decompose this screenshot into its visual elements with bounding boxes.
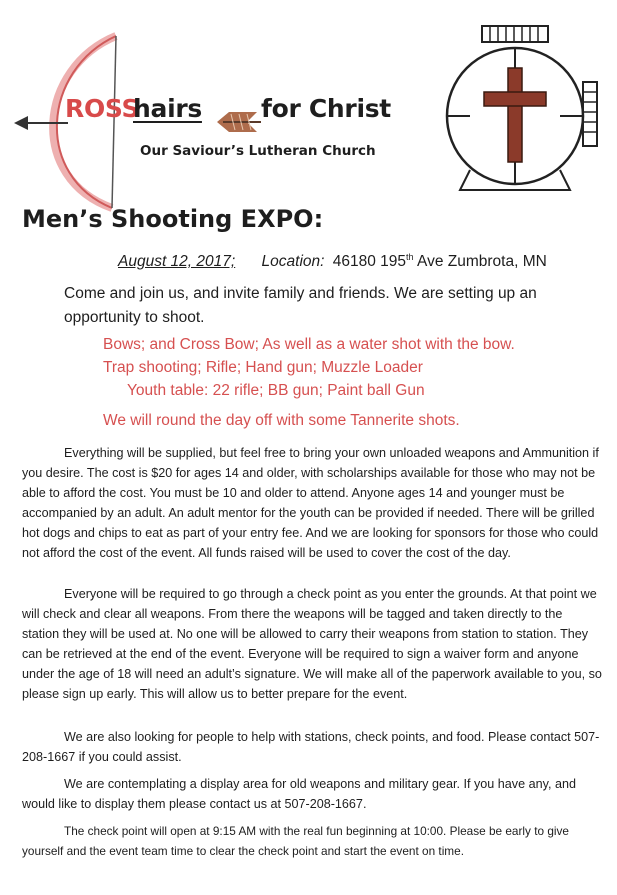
finale-text: We will round the day off with some Tannerite shots. [103, 412, 460, 429]
paragraph-supplies-cost: Everything will be supplied, but feel free to bring your own unloaded weapons and Ammunition if you desire. The cost is $20 for ages 14 and older, with scholarships available for those who may not be able to afford the cost. You must be 10 and older to attend. Anyone ages 14 and younger must be accompanied by an adult. An adult mentor for the youth can be provided if needed. There will be grilled hot dogs and chips to eat as part of your entry fee. And we are looking for sponsors for those who could not afford the cost of the event. All funds raised will be used to cover the cost of the day. [22, 446, 599, 560]
location-label: Location: [261, 253, 325, 271]
paragraph-schedule: The check point will open at 9:15 AM with the real fun beginning at 10:00. Please be early to give yourself and the event team time to clear the check point and start the event on time. [22, 824, 569, 858]
paragraph-display-area: We are contemplating a display area for old weapons and military gear. If you have any, and would like to display them please contact us at 507-208-1667. [22, 777, 576, 811]
paragraph-volunteers: We are also looking for people to help with stations, check points, and food. Please contact 507-208-1667 if you could assist. [22, 730, 600, 764]
event-date: August 12, 2017; [118, 253, 236, 271]
date-location-line [118, 252, 547, 271]
logo-word-for-christ: for Christ [261, 94, 391, 123]
paragraph-check-point: Everyone will be required to go through a check point as you enter the grounds. At that point we will check and clear all weapons. From there the weapons will be tagged and taken directly to the station they will be used at. No one will be allowed to carry their weapons from station to station. They can be retrieved at the end of the event. Everyone will be required to sign a waiver form and anyone under the age of 18 will need an adult’s signature. We will make all of the paperwork available to you, so please sign up early. This will allow us to better prepare for the event. [22, 587, 602, 701]
event-address: 46180 195th Ave Zumbrota, MN [332, 252, 547, 271]
church-name: Our Saviour’s Lutheran Church [140, 143, 376, 159]
event-title: Men’s Shooting EXPO: [22, 205, 324, 233]
activity-firearms: Trap shooting; Rifle; Hand gun; Muzzle Loader [103, 359, 423, 376]
arrow-fletching-icon [213, 108, 263, 136]
bow-and-arrow-icon [8, 28, 138, 218]
scope-cross-icon [440, 18, 610, 196]
activity-youth-table: Youth table: 22 rifle; BB gun; Paint ball Gun [127, 382, 425, 399]
logo-word-ross: ROSS [65, 94, 140, 123]
activity-bows: Bows; and Cross Bow; As well as a water shot with the bow. [103, 336, 515, 353]
intro-text: Come and join us, and invite family and friends. We are setting up an opportunity to shoot. [64, 285, 537, 326]
logo-word-hairs: hairs [133, 94, 202, 123]
